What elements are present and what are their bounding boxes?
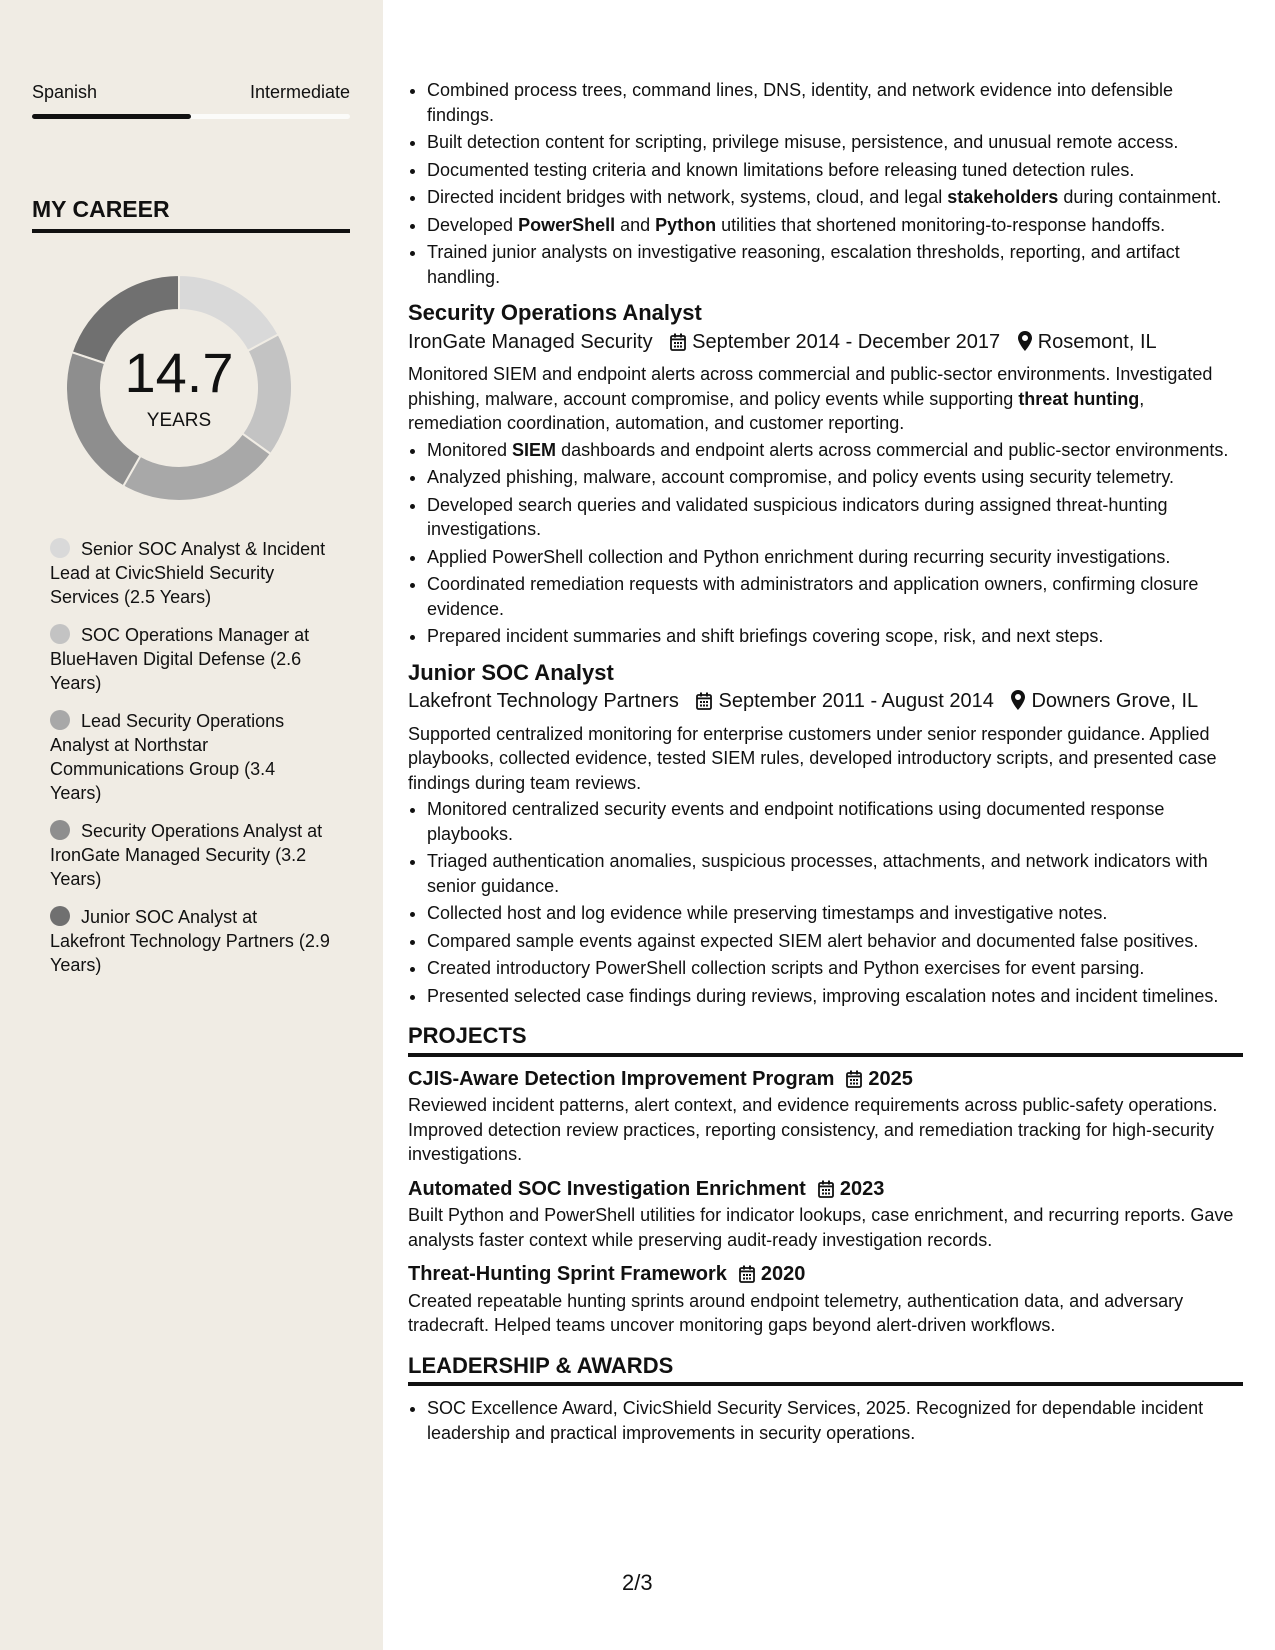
legend-label: Junior SOC Analyst at Lakefront Technology Partners (2.9 Years)	[50, 907, 330, 975]
job-company: Lakefront Technology Partners	[408, 690, 679, 712]
legend-item	[50, 709, 330, 805]
project-year: 2023	[839, 1177, 885, 1200]
legend-dot	[50, 906, 70, 926]
bullet-item: • Prepared incident summaries and shift briefings covering scope, risk, and next steps.	[427, 624, 1243, 649]
bullet-text: Directed incident bridges with network, systems, cloud, and legal	[427, 187, 948, 207]
project-name: CJIS-Aware Detection Improvement Program	[408, 1067, 835, 1090]
bullet-item	[427, 213, 1243, 238]
main-content	[408, 78, 1243, 1448]
project-description: Created repeatable hunting sprints around endpoint telemetry, authentication data, and adversary tradecraft. Helped teams uncover monitoring gaps beyond alert-driven workflows.	[408, 1290, 1184, 1335]
bullet-item: • Monitored centralized security events and endpoint notifications using documented response playbooks.	[427, 797, 1243, 846]
bullet-item: • Documented testing criteria and known limitations before releasing tuned detection rules.	[427, 158, 1243, 183]
legend-item	[50, 623, 330, 695]
legend-dot	[50, 710, 70, 730]
job-meta	[408, 330, 1243, 355]
career-section-title: MY CAREER	[32, 196, 350, 233]
job-bullets	[408, 797, 1243, 1008]
job-meta	[408, 689, 1243, 714]
calendar-icon	[670, 333, 686, 351]
legend-dot	[50, 624, 70, 644]
bullet-item: • Presented selected case findings during reviews, improving escalation notes and incident timelines.	[427, 984, 1243, 1009]
project-title	[408, 1067, 1243, 1092]
legend-item	[50, 905, 330, 977]
bullet-bold: stakeholders	[947, 187, 1059, 207]
bullet-item	[427, 438, 1243, 463]
summary-text: Monitored SIEM and endpoint alerts across commercial and public-sector environments. Investigated phishing, malware, account compromise, and policy events while supporting	[408, 364, 1213, 409]
sidebar	[0, 0, 383, 1650]
bullet-text: Monitored	[427, 439, 513, 460]
calendar-icon	[696, 692, 712, 710]
bullet-item: • Analyzed phishing, malware, account compromise, and policy events using security telemetry.	[427, 465, 1243, 490]
legend-label: Lead Security Operations Analyst at Northstar Communications Group (3.4 Years)	[50, 711, 285, 803]
project-description: Built Python and PowerShell utilities for indicator lookups, case enrichment, and recurring reports. Gave analysts faster context while preserving audit-ready investigation records.	[408, 1205, 1234, 1250]
legend-dot	[50, 820, 70, 840]
career-legend	[50, 537, 330, 991]
legend-label: Security Operations Analyst at IronGate Managed Security (3.2 Years)	[50, 821, 323, 889]
job-dates: September 2011 - August 2014	[718, 690, 994, 712]
awards-list	[408, 1396, 1243, 1445]
calendar-icon	[846, 1070, 862, 1088]
calendar-icon	[818, 1180, 834, 1198]
award-item: • SOC Excellence Award, CivicShield Security Services, 2025. Recognized for dependable incident leadership and practical improvements in security operations.	[427, 1396, 1243, 1445]
bullet-text: utilities that shortened monitoring-to-response handoffs.	[716, 214, 1166, 235]
bullet-text: during containment.	[1058, 187, 1222, 207]
legend-label: Senior SOC Analyst & Incident Lead at CivicShield Security Services (2.5 Years)	[50, 539, 326, 607]
summary-bold: threat hunting	[1018, 388, 1140, 409]
awards-section-title: LEADERSHIP & AWARDS	[408, 1354, 1243, 1387]
bullet-item: • Collected host and log evidence while preserving timestamps and investigative notes.	[427, 901, 1243, 926]
language-level: Intermediate	[249, 82, 350, 102]
job-title: Junior SOC Analyst	[408, 659, 614, 685]
bullet-item: • Trained junior analysts on investigative reasoning, escalation thresholds, reporting, and artifact handling.	[427, 240, 1243, 289]
bullet-text: Developed	[427, 214, 519, 235]
bullet-item: • Triaged authentication anomalies, suspicious processes, attachments, and network indicators with senior guidance.	[427, 849, 1243, 898]
job-summary: Supported centralized monitoring for enterprise customers under senior responder guidance. Applied playbooks, collected evidence, tested SIEM rules, developed introductory scripts, and presented case findings during team reviews.	[408, 723, 1217, 793]
job-location: Rosemont, IL	[1037, 330, 1157, 353]
bullet-item	[427, 185, 1243, 210]
career-donut-center	[66, 275, 292, 501]
bullet-text: dashboards and endpoint alerts across commercial and public-sector environments.	[556, 439, 1229, 460]
legend-item	[50, 819, 330, 891]
bullet-item: • Developed search queries and validated suspicious indicators during assigned threat-hunting investigations.	[427, 493, 1243, 542]
bullet-bold: Python	[655, 214, 717, 235]
bullet-item: • Coordinated remediation requests with administrators and application owners, confirming closure evidence.	[427, 572, 1243, 621]
project-description: Reviewed incident patterns, alert context, and evidence requirements across public-safety operations. Improved detection review practices, reporting consistency, and remediation tracking for high-security investigations.	[408, 1095, 1218, 1164]
job-location: Downers Grove, IL	[1031, 690, 1199, 712]
language-name: Spanish	[32, 82, 98, 102]
summary-text: , remediation coordination, automation, and customer reporting.	[408, 388, 1145, 433]
project-year: 2020	[760, 1263, 806, 1285]
bullet-item: • Created introductory PowerShell collection scripts and Python exercises for event parsing.	[427, 956, 1243, 981]
career-total-unit: YEARS	[146, 410, 212, 431]
project-title	[408, 1262, 1243, 1287]
job-company: IronGate Managed Security	[408, 330, 653, 353]
legend-dot	[50, 538, 70, 558]
legend-item	[50, 537, 330, 609]
project-title	[408, 1177, 1243, 1202]
calendar-icon	[739, 1265, 755, 1283]
job-summary	[408, 362, 1243, 436]
language-proficiency-fill	[32, 114, 191, 119]
bullet-bold: PowerShell	[518, 214, 616, 235]
job-title: Security Operations Analyst	[408, 300, 702, 325]
project-year: 2025	[868, 1067, 913, 1090]
location-pin-icon	[1018, 331, 1032, 351]
career-total-value: 14.7	[124, 341, 234, 404]
projects-section-title: PROJECTS	[408, 1024, 1243, 1057]
bullet-text: and	[615, 214, 656, 235]
bullet-item: • Applied PowerShell collection and Python enrichment during recurring security investigations.	[427, 545, 1243, 570]
legend-label: SOC Operations Manager at BlueHaven Digital Defense (2.6 Years)	[50, 625, 310, 693]
language-proficiency-bar	[32, 114, 350, 119]
bullet-bold: SIEM	[512, 439, 557, 460]
project-name: Automated SOC Investigation Enrichment	[408, 1177, 806, 1200]
bullet-item: • Combined process trees, command lines, DNS, identity, and network evidence into defensible findings.	[427, 78, 1243, 127]
job-dates: September 2014 - December 2017	[692, 330, 1001, 353]
location-pin-icon	[1011, 690, 1025, 710]
page-number: 2/3	[622, 1570, 653, 1595]
project-name: Threat-Hunting Sprint Framework	[408, 1263, 727, 1285]
bullet-item: • Compared sample events against expected SIEM alert behavior and documented false positives.	[427, 929, 1243, 954]
previous-job-bullets	[408, 78, 1243, 289]
job-bullets	[408, 438, 1243, 649]
bullet-item: • Built detection content for scripting, privilege misuse, persistence, and unusual remote access.	[427, 130, 1243, 155]
